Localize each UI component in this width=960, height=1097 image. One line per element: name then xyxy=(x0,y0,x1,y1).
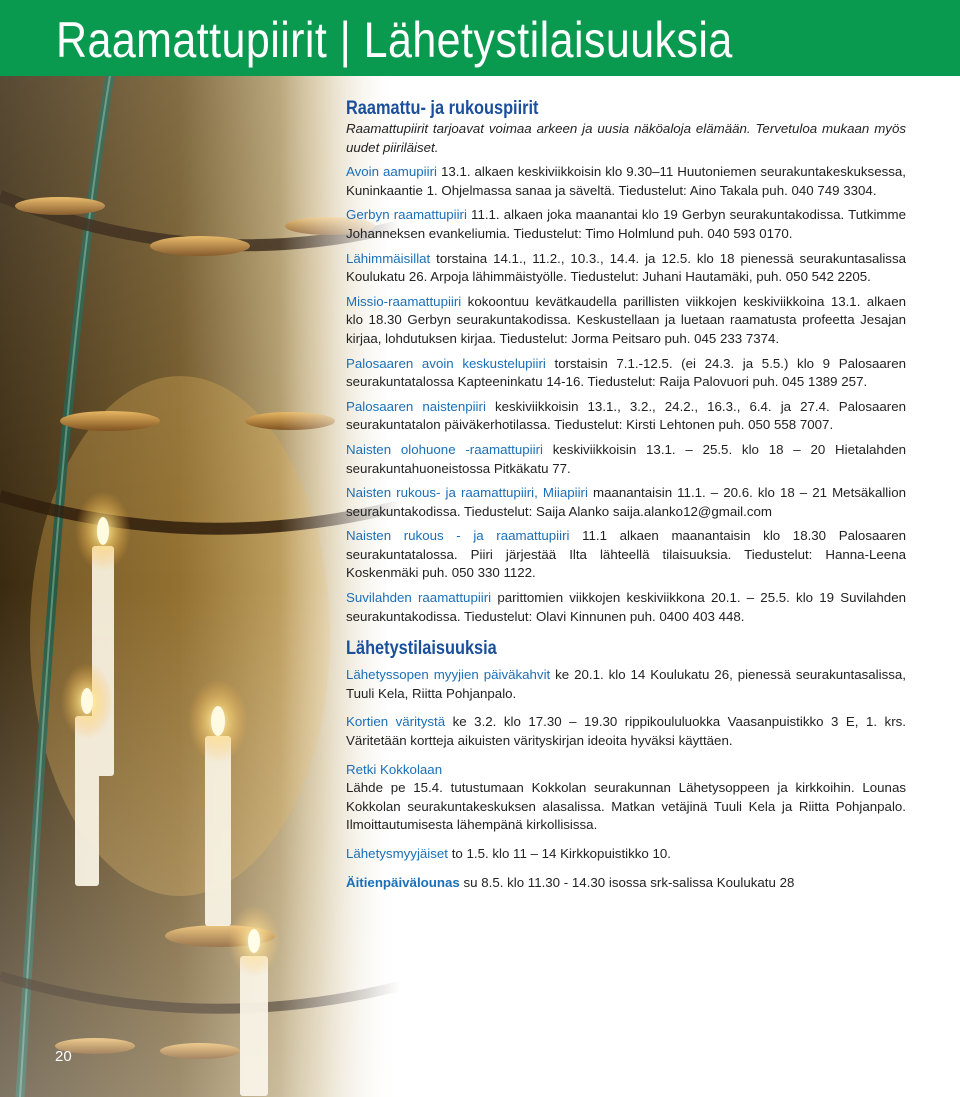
item-title: Suvilahden raamattupiiri xyxy=(346,590,492,606)
item-title: Naisten rukous- ja raamattupiiri, Miiapiiri xyxy=(346,485,588,501)
item-text: torstaina 14.1., 11.2., 10.3., 14.4. ja 12.5. klo 18 pienessä seurakuntasalissa Koulukatu 26. Arpoja lähimmäistyölle. Tiedustelut: Juhani Hautamäki, puh. 050 542 2205. xyxy=(346,250,906,285)
section-intro: Raamattupiirit tarjoavat voimaa arkeen ja uusia näköaloja elämään. Tervetuloa mukaan myös uudet piiriläiset. xyxy=(346,121,906,155)
list-item xyxy=(346,441,906,478)
list-item xyxy=(346,666,906,703)
item-text: parittomien viikkojen keskiviikkona 20.1. – 25.5. klo 19 Suvilahden seurakuntakodissa. Tiedustelut: Olavi Kinnunen puh. 0400 403 448. xyxy=(346,590,906,624)
item-text: maanantaisin 11.1. – 20.6. klo 18 – 21 Metsäkallion seurakuntakodissa. Tiedustelut: Saija Alanko saija.alanko12@gmail.com xyxy=(346,485,907,519)
item-title: Palosaaren avoin keskustelupiiri xyxy=(346,355,546,371)
list-item xyxy=(346,589,906,626)
candles-photo xyxy=(0,76,400,1097)
page-number: 20 xyxy=(55,1048,72,1065)
item-text: ke 3.2. klo 17.30 – 19.30 rippikoululuokka Vaasanpuistikko 3 E, 1. krs. Väritetään kortteja aikuisten värityskirjan ideoita hyväksi käyttäen. xyxy=(346,714,906,749)
list-item xyxy=(346,527,906,583)
list-item xyxy=(346,845,906,864)
list-item xyxy=(346,484,906,521)
list-item xyxy=(346,355,906,392)
page-header xyxy=(0,0,960,76)
list-item xyxy=(346,874,906,893)
item-title: Lähimmäisillat xyxy=(346,250,431,266)
content-column xyxy=(346,98,906,898)
item-text: su 8.5. klo 11.30 - 14.30 isossa srk-salissa Koulukatu 28 xyxy=(459,874,795,890)
item-title: Kortien väritystä xyxy=(346,714,446,730)
list-item xyxy=(346,713,906,750)
item-text: 11.1 alkaen maanantaisin klo 18.30 Palosaaren seurakuntatalossa. Piiri järjestää Ilta lähteellä tilaisuuksia. Tiedustelut: Hanna-Leena Koskenmäki puh. 050 330 1122. xyxy=(346,528,906,581)
item-title: Naisten rukous - ja raamattupiiri xyxy=(346,528,570,544)
item-title: Avoin aamupiiri xyxy=(346,164,437,180)
list-item xyxy=(346,163,906,200)
item-text: Lähde pe 15.4. tutustumaan Kokkolan seurakunnan Lähetysoppeen ja kirkkoihin. Lounas Kokkolan seurakuntakeskuksen alasalissa. Matkan vetäjinä Tuuli Kela ja Riitta Pohjanpalo. Ilmoittautumisesta lähempänä kirkollisissa. xyxy=(346,780,906,833)
item-text: torstaisin 7.1.-12.5. (ei 24.3. ja 5.5.) klo 9 Palosaaren seurakuntatalossa Kapteeninkatu 14-16. Tiedustelut: Raija Palovuori puh. 045 1389 257. xyxy=(346,355,906,390)
section-heading-bible-circles: Raamattu- ja rukouspiirit xyxy=(346,98,539,119)
list-item xyxy=(346,293,906,349)
list-item xyxy=(346,398,906,435)
item-title: Lähetyssopen myyjien päiväkahvit xyxy=(346,667,551,683)
item-text: 13.1. alkaen keskiviikkoisin klo 9.30–11 Huutoniemen seurakuntakeskuksessa, Kuninkaantie 1. Ohjelmassa sanaa ja säveltä. Tiedustelut: Aino Takala puh. 040 749 3304. xyxy=(346,164,906,198)
item-text: kokoontuu kevätkaudella parillisten viikkojen keskiviikkoina 13.1. alkaen klo 18.30 Gerbyn seurakuntakodissa. Keskustellaan ja luetaan raamatusta profeetta Jesajan kirjaa, lohdutuksen kirjaa. Tiedustelut: Jorma Peitsaro puh. 045 233 7374. xyxy=(346,293,906,346)
page-title: Raamattupiirit | Lähetystilaisuuksia xyxy=(56,12,733,68)
item-title: Palosaaren naistenpiiri xyxy=(346,398,486,414)
item-text: ke 20.1. klo 14 Koulukatu 26, pienessä seurakuntasalissa, Tuuli Kela, Riitta Pohjanpalo. xyxy=(346,667,906,701)
list-item xyxy=(346,250,906,287)
item-title: Missio-raamattupiiri xyxy=(346,293,462,309)
item-title: Äitienpäivälounas xyxy=(346,874,460,890)
item-title: Retki Kokkolaan xyxy=(346,761,443,777)
candles-illustration xyxy=(0,76,400,1097)
section-heading-mission-events: Lähetystilaisuuksia xyxy=(346,638,497,660)
item-text: keskiviikkoisin 13.1. – 25.5. klo 18 – 20 Hietalahden seurakuntahuoneistossa Pitkäkatu 77. xyxy=(346,441,907,476)
list-item xyxy=(346,206,906,243)
item-text: keskiviikkoisin 13.1., 3.2., 24.2., 16.3., 6.4. ja 27.4. Palosaaren seurakuntatalon päiväkerhotilassa. Tiedustelut: Kirsti Lehtonen puh. 050 558 7007. xyxy=(346,398,907,433)
item-text: to 1.5. klo 11 – 14 Kirkkopuistikko 10. xyxy=(448,846,671,861)
list-item xyxy=(346,761,906,835)
item-text: 11.1. alkaen joka maanantai klo 19 Gerbyn seurakuntakodissa. Tutkimme Johanneksen evankeliumia. Tiedustelut: Timo Holmlund puh. 040 593 0170. xyxy=(346,207,906,241)
item-title: Gerbyn raamattupiiri xyxy=(346,207,467,223)
item-title: Naisten olohuone -raamattupiiri xyxy=(346,441,543,457)
item-title: Lähetysmyyjäiset xyxy=(346,846,448,861)
